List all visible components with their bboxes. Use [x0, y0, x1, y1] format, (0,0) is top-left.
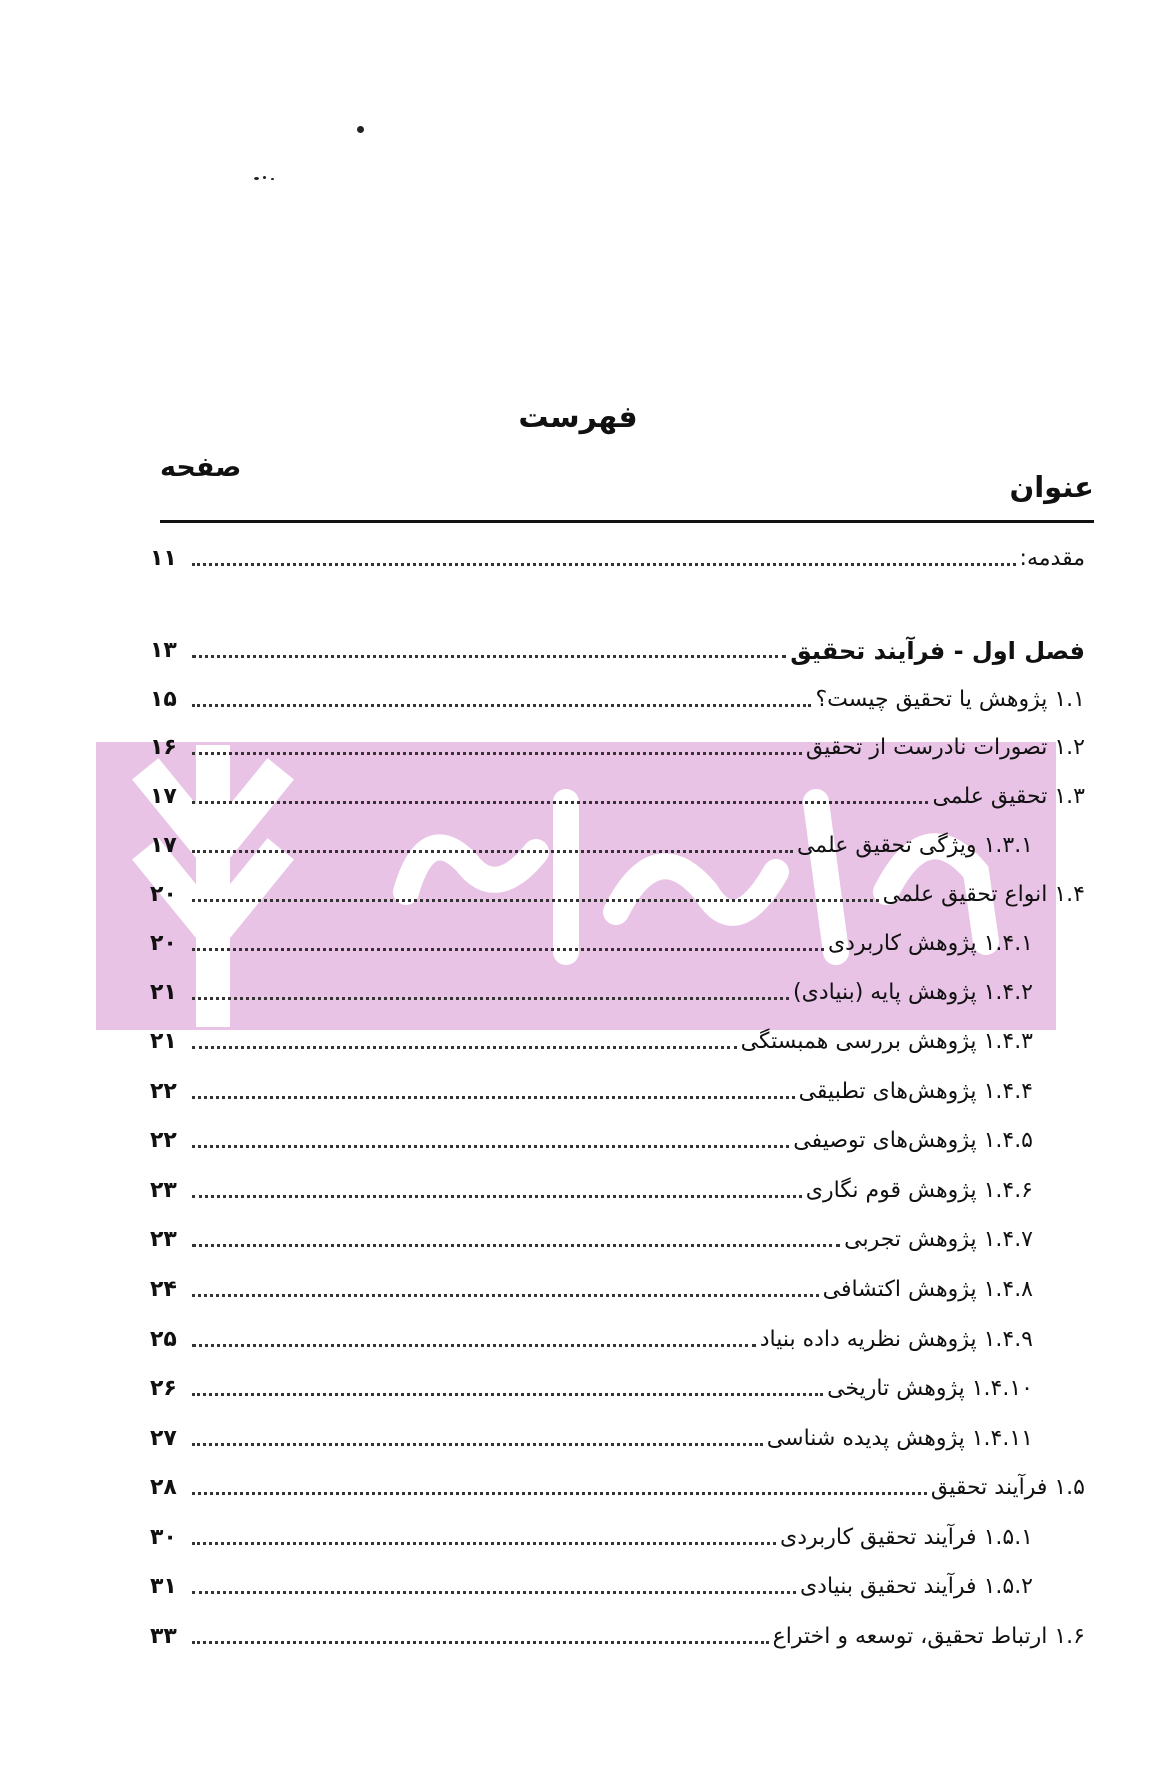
dot-leader	[192, 899, 879, 902]
toc-entry[interactable]	[150, 1122, 1033, 1156]
dot-leader	[192, 997, 789, 1000]
toc-entry-page: ۲۱	[150, 1029, 177, 1054]
toc-entry-title: ۱.۴.۴ پژوهش‌های تطبیقی	[798, 1079, 1033, 1104]
dot-leader	[192, 1195, 802, 1198]
toc-entry-title: ۱.۴.۵ پژوهش‌های توصیفی	[793, 1128, 1033, 1153]
toc-entry-title: ۱.۵.۲ فرآیند تحقیق بنیادی	[799, 1574, 1033, 1599]
toc-entry-title: مقدمه:	[1019, 546, 1085, 571]
toc-entry-page: ۲۲	[150, 1079, 177, 1104]
toc-entry-title: ۱.۴.۱ پژوهش کاربردی	[827, 931, 1033, 956]
toc-entry-page: ۲۰	[150, 882, 177, 907]
toc-entry[interactable]	[150, 1271, 1033, 1305]
toc-entry-title: ۱.۴.۸ پژوهش اکتشافی	[822, 1277, 1033, 1302]
toc-entry[interactable]	[150, 1321, 1033, 1355]
dot-leader	[192, 801, 928, 804]
toc-entry-page: ۲۵	[150, 1327, 177, 1352]
toc-entry[interactable]	[150, 1023, 1033, 1057]
toc-entry-title: ۱.۶ ارتباط تحقیق، توسعه و اختراع	[772, 1624, 1085, 1649]
toc-entry-title: ۱.۱ پژوهش یا تحقیق چیست؟	[815, 687, 1085, 712]
dot-leader	[192, 1443, 763, 1446]
toc-entry-title: ۱.۴.۶ پژوهش قوم نگاری	[805, 1178, 1033, 1203]
toc-entry-page: ۲۲	[150, 1128, 177, 1153]
toc-entry[interactable]	[150, 827, 1033, 861]
toc-entry[interactable]	[150, 681, 1085, 715]
toc-entry-title: ۱.۴.۲ پژوهش پایه (بنیادی)	[793, 980, 1033, 1005]
dot-leader	[192, 1096, 795, 1099]
toc-entry-page: ۲۷	[150, 1426, 177, 1451]
dot-leader	[192, 1344, 756, 1347]
ink-speck	[263, 176, 266, 179]
toc-entry-page: ۱۷	[150, 784, 177, 809]
toc-entry[interactable]	[150, 1370, 1033, 1404]
toc-entry-title: ۱.۵.۱ فرآیند تحقیق کاربردی	[779, 1525, 1033, 1550]
dot-leader	[192, 1492, 927, 1495]
toc-entry-page: ۲۸	[150, 1475, 177, 1500]
toc-entry[interactable]	[150, 1420, 1033, 1454]
toc-entry[interactable]	[150, 1519, 1033, 1553]
toc-entry-page: ۲۰	[150, 931, 177, 956]
toc-entry-title: ۱.۵ فرآیند تحقیق	[930, 1475, 1085, 1500]
dot-leader	[192, 1244, 840, 1247]
toc-entry-page: ۱۵	[150, 687, 177, 712]
toc-entry-title: ۱.۴.۱۱ پژوهش پدیده شناسی	[766, 1426, 1033, 1451]
dot-leader	[192, 1294, 819, 1297]
toc-entry-title: ۱.۴.۹ پژوهش نظریه داده بنیاد	[759, 1327, 1033, 1352]
dot-leader	[192, 1145, 789, 1148]
toc-entry-page: ۲۳	[150, 1178, 177, 1203]
toc-entry-page: ۳۱	[150, 1574, 177, 1599]
page-column-header: صفحه	[160, 452, 242, 483]
toc-entry[interactable]	[150, 925, 1033, 959]
toc-entry[interactable]	[150, 1073, 1033, 1107]
toc-entry[interactable]	[150, 974, 1033, 1008]
toc-entry[interactable]	[150, 632, 1085, 666]
toc-entry-page: ۳۰	[150, 1525, 177, 1550]
ink-speck	[254, 177, 259, 180]
toc-entry[interactable]	[150, 1221, 1033, 1255]
dot-leader	[192, 1393, 823, 1396]
toc-entry-title: ۱.۴.۷ پژوهش تجربی	[844, 1227, 1033, 1252]
toc-entry-title: ۱.۳.۱ ویژگی تحقیق علمی	[796, 833, 1033, 858]
page-title: فهرست	[518, 400, 638, 435]
toc-entry-page: ۲۱	[150, 980, 177, 1005]
dot-leader	[192, 655, 786, 658]
toc-entry-page: ۲۳	[150, 1227, 177, 1252]
dot-leader	[192, 850, 793, 853]
toc-entry-title: ۱.۴.۳ پژوهش بررسی همبستگی	[740, 1029, 1033, 1054]
toc-entry-title: ۱.۲ تصورات نادرست از تحقیق	[805, 735, 1085, 760]
toc-entry-page: ۱۶	[150, 735, 177, 760]
toc-entry-title: ۱.۴ انواع تحقیق علمی	[882, 882, 1085, 907]
toc-entry[interactable]	[150, 876, 1085, 910]
toc-entry[interactable]	[150, 1618, 1085, 1652]
toc-entry-title: فصل اول - فرآیند تحقیق	[790, 637, 1085, 665]
toc-entry[interactable]	[150, 1469, 1085, 1503]
toc-entry-title: ۱.۳ تحقیق علمی	[932, 784, 1085, 809]
dot-leader	[192, 563, 1016, 566]
ink-speck	[271, 178, 274, 180]
dot-leader	[192, 704, 811, 707]
toc-entry[interactable]	[150, 540, 1085, 574]
toc-entry-page: ۲۴	[150, 1277, 177, 1302]
toc-entry-page: ۱۱	[150, 546, 177, 571]
header-rule	[160, 520, 1094, 523]
dot-leader	[192, 1542, 776, 1545]
toc-entry-page: ۲۶	[150, 1376, 177, 1401]
toc-entry[interactable]	[150, 1172, 1033, 1206]
toc-entry[interactable]	[150, 778, 1085, 812]
dot-leader	[192, 1641, 769, 1644]
dot-leader	[192, 1046, 737, 1049]
toc-entry-page: ۳۳	[150, 1624, 177, 1649]
dot-leader	[192, 948, 824, 951]
toc-entry[interactable]	[150, 1568, 1033, 1602]
ink-speck	[357, 126, 364, 133]
dot-leader	[192, 752, 802, 755]
toc-entry-page: ۱۳	[150, 638, 177, 663]
dot-leader	[192, 1591, 796, 1594]
toc-entry-page: ۱۷	[150, 833, 177, 858]
toc-entry[interactable]	[150, 729, 1085, 763]
title-column-header: عنوان	[1009, 470, 1094, 504]
toc-entry-title: ۱.۴.۱۰ پژوهش تاریخی	[827, 1376, 1033, 1401]
